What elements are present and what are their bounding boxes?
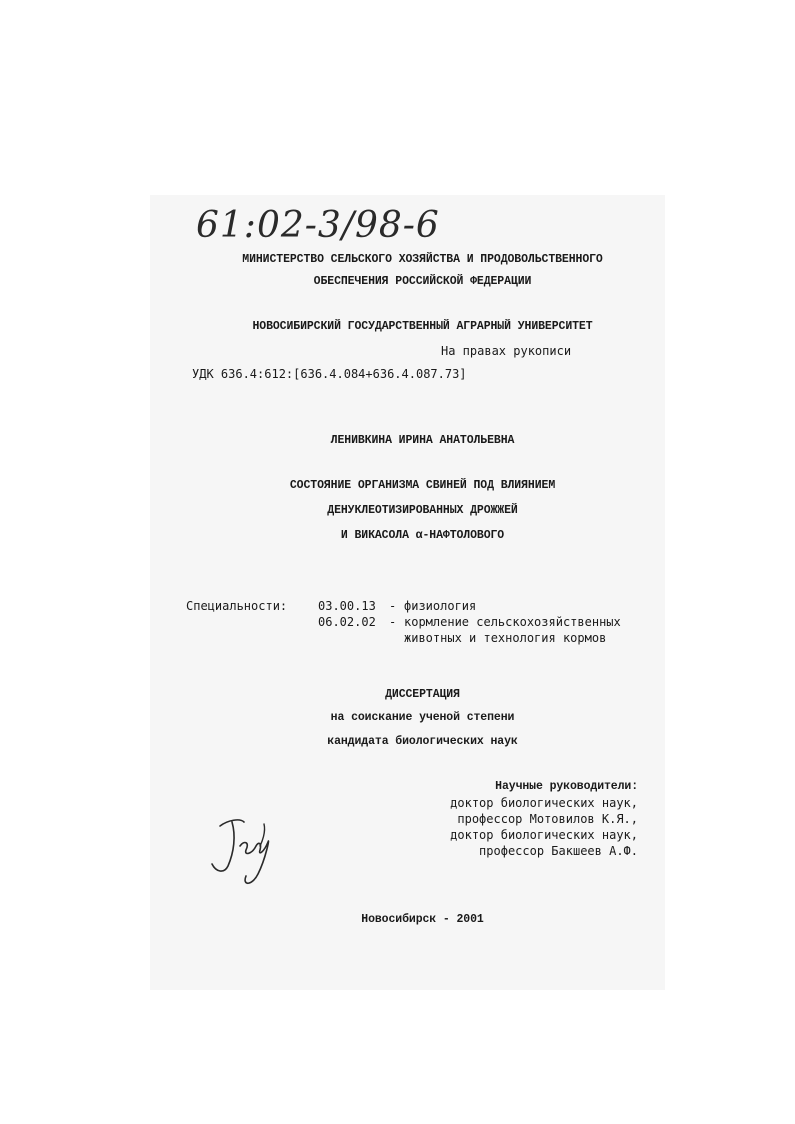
specialty-name-continuation: животных и технология кормов — [404, 631, 607, 645]
specialty-name: физиология — [404, 599, 477, 613]
ministry-line-2: ОБЕСПЕЧЕНИЯ РОССИЙСКОЙ ФЕДЕРАЦИИ — [313, 275, 532, 288]
specialty-code: 06.02.02 — [318, 615, 376, 629]
dissertation-type: ДИССЕРТАЦИЯ — [385, 688, 460, 701]
supervisor-line: профессор Бакшеев А.Ф. — [479, 844, 638, 858]
title-line-3: И ВИКАСОЛА α-НАФТОЛОВОГО — [340, 529, 505, 542]
title-line-1: СОСТОЯНИЕ ОРГАНИЗМА СВИНЕЙ ПОД ВЛИЯНИЕМ — [289, 479, 556, 492]
supervisors-label: Научные руководители: — [495, 780, 638, 793]
handwritten-archive-code: 61:02-3/98-6 — [196, 205, 440, 246]
specialty-dash: - — [389, 599, 397, 613]
specialty-code: 03.00.13 — [318, 599, 376, 613]
specialty-name: кормление сельскохозяйственных — [404, 615, 621, 629]
supervisor-line: доктор биологических наук, — [450, 796, 638, 810]
dissertation-degree-field: кандидата биологических наук — [327, 735, 518, 748]
ministry-line-1: МИНИСТЕРСТВО СЕЛЬСКОГО ХОЗЯЙСТВА И ПРОДОВОЛЬСТВЕННОГО — [242, 253, 603, 266]
author-name: ЛЕНИВКИНА ИРИНА АНАТОЛЬЕВНА — [330, 434, 515, 447]
dissertation-degree-line: на соискание ученой степени — [330, 711, 515, 724]
title-line-2: ДЕНУКЛЕОТИЗИРОВАННЫХ ДРОЖЖЕЙ — [327, 504, 518, 517]
university-name: НОВОСИБИРСКИЙ ГОСУДАРСТВЕННЫЙ АГРАРНЫЙ УНИВЕРСИТЕТ — [252, 320, 593, 333]
handwritten-signature — [206, 812, 281, 890]
specialties-label: Специальности: — [186, 599, 288, 613]
specialty-dash: - — [389, 615, 397, 629]
supervisor-line: доктор биологических наук, — [450, 828, 638, 842]
udk-code: УДК 636.4:612:[636.4.084+636.4.087.73] — [192, 367, 467, 381]
place-and-year: Новосибирск - 2001 — [361, 913, 484, 926]
manuscript-rights: На правах рукописи — [441, 344, 572, 358]
supervisor-line: профессор Мотовилов К.Я., — [457, 812, 638, 826]
